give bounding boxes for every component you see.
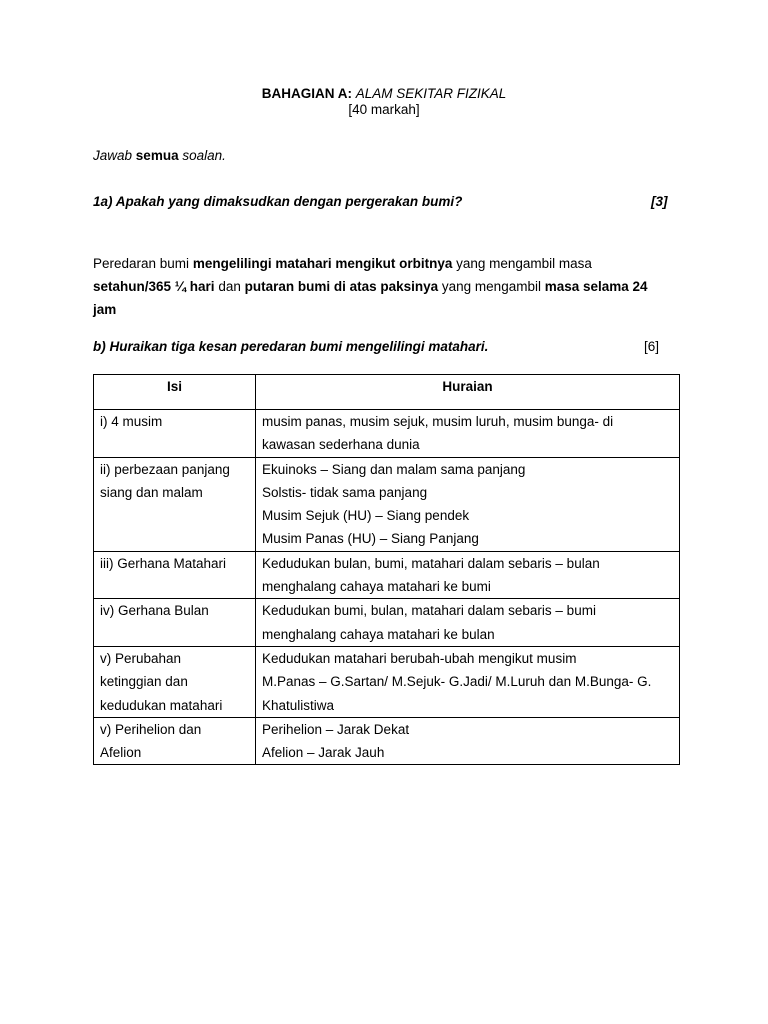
huraian-line: Khatulistiwa: [262, 697, 335, 713]
answer-text: yang mengambil: [438, 279, 545, 294]
cell-huraian: [256, 717, 680, 765]
total-marks: [40 markah]: [348, 102, 420, 117]
answer-bold: masa selama 24 jam: [93, 279, 648, 317]
table-row: [94, 410, 680, 458]
cell-isi: [94, 410, 256, 458]
cell-isi: [94, 457, 256, 551]
answer-text: yang mengambil masa: [452, 256, 592, 271]
isi-line: ii) perbezaan panjang: [100, 461, 230, 477]
answer-table: [93, 374, 680, 765]
huraian-line: kawasan sederhana dunia: [262, 437, 420, 453]
huraian-line: musim panas, musim sejuk, musim luruh, musim bunga- di: [262, 414, 614, 429]
question-1a: 1a) Apakah yang dimaksudkan dengan pergerakan bumi?: [93, 194, 463, 209]
huraian-line: Kedudukan bumi, bulan, matahari dalam sebaris – bumi: [262, 603, 596, 619]
instruction-post: soalan.: [182, 148, 226, 163]
header-isi: Isi: [94, 375, 256, 410]
answer-bold: mengelilingi matahari mengikut orbitnya: [192, 256, 453, 271]
header-huraian: Huraian: [256, 375, 680, 410]
section-label: BAHAGIAN A:: [261, 86, 352, 101]
instruction-pre: Jawab: [93, 148, 133, 163]
huraian-line: Perihelion – Jarak Dekat: [262, 721, 410, 737]
huraian-line: Kedudukan matahari berubah-ubah mengikut musim: [262, 650, 577, 666]
huraian-line: Afelion – Jarak Jauh: [262, 745, 385, 761]
question-1b-marks: [6]: [644, 339, 660, 354]
huraian-line: Kedudukan bulan, bumi, matahari dalam sebaris – bulan: [262, 555, 600, 571]
answer-bold: setahun/365 ¼ hari: [93, 279, 215, 294]
huraian-line: menghalang cahaya matahari ke bulan: [262, 626, 495, 642]
section-title: [0, 86, 768, 101]
table-row: [94, 457, 680, 551]
section-name: ALAM SEKITAR FIZIKAL: [355, 86, 507, 101]
table-row: [94, 717, 680, 765]
instruction: [93, 148, 226, 163]
cell-huraian: [256, 646, 680, 717]
table-row: [94, 551, 680, 599]
isi-line: siang dan malam: [100, 484, 203, 500]
isi-line: i) 4 musim: [100, 414, 163, 429]
isi-line: iii) Gerhana Matahari: [100, 555, 227, 571]
huraian-line: menghalang cahaya matahari ke bumi: [262, 579, 491, 595]
huraian-line: M.Panas – G.Sartan/ M.Sejuk- G.Jadi/ M.Luruh dan M.Bunga- G.: [262, 674, 652, 690]
isi-line: kedudukan matahari: [100, 697, 223, 713]
huraian-line: Ekuinoks – Siang dan malam sama panjang: [262, 461, 526, 477]
answer-text: Peredaran bumi: [93, 256, 193, 271]
cell-huraian: [256, 551, 680, 599]
huraian-line: Musim Panas (HU) – Siang Panjang: [262, 531, 479, 547]
cell-huraian: [256, 599, 680, 647]
isi-line: iv) Gerhana Bulan: [100, 603, 209, 619]
table-header-row: [94, 375, 680, 410]
table-row: [94, 646, 680, 717]
cell-isi: [94, 646, 256, 717]
instruction-bold: semua: [135, 148, 179, 163]
isi-line: ketinggian dan: [100, 674, 188, 690]
huraian-line: Solstis- tidak sama panjang: [262, 484, 428, 500]
cell-isi: [94, 717, 256, 765]
answer-text: dan: [214, 279, 245, 294]
isi-line: v) Perubahan: [100, 650, 182, 666]
isi-line: Afelion: [100, 745, 142, 761]
table-row: [94, 599, 680, 647]
cell-isi: [94, 551, 256, 599]
huraian-line: Musim Sejuk (HU) – Siang pendek: [262, 508, 470, 524]
answer-1a: [93, 252, 673, 321]
isi-line: v) Perihelion dan: [100, 721, 202, 737]
question-1a-marks: [3]: [651, 194, 668, 209]
cell-huraian: [256, 410, 680, 458]
question-1b: b) Huraikan tiga kesan peredaran bumi mengelilingi matahari.: [93, 339, 489, 354]
answer-bold: putaran bumi di atas paksinya: [244, 279, 439, 294]
cell-isi: [94, 599, 256, 647]
cell-huraian: [256, 457, 680, 551]
